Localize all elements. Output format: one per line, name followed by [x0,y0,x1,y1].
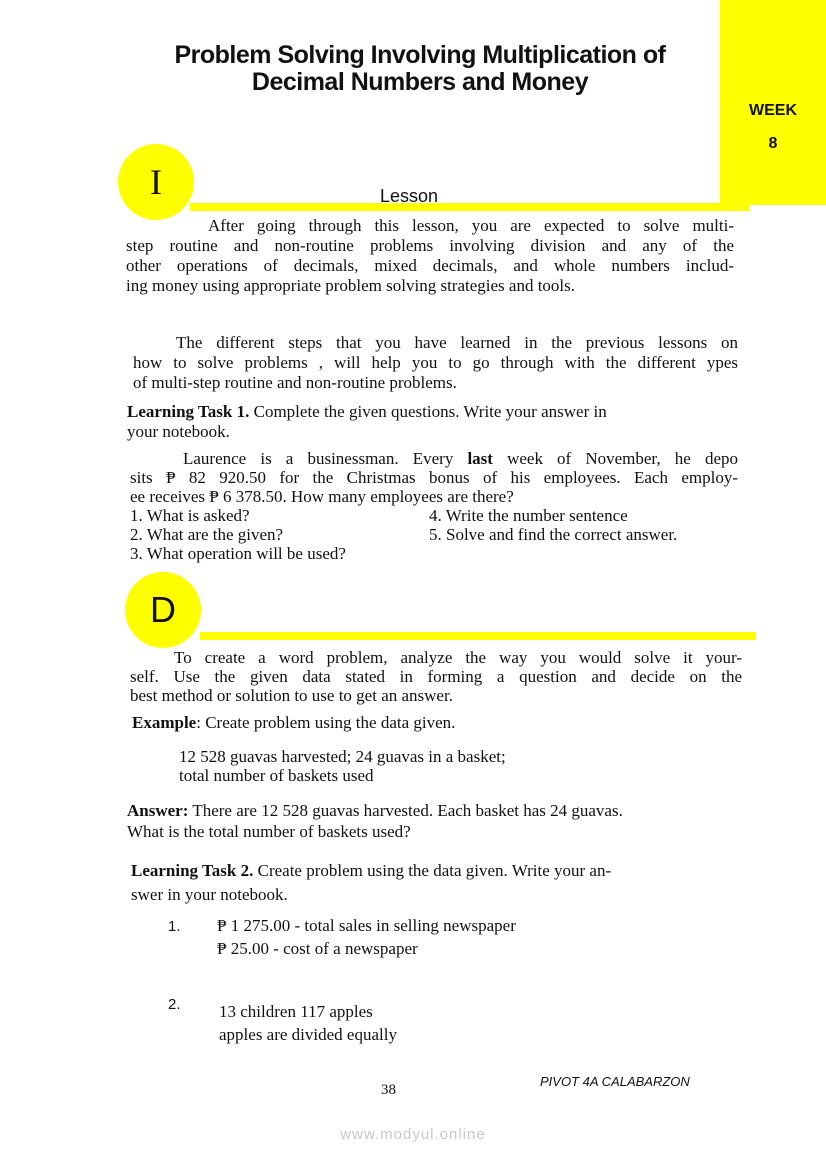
problem-bold: last [467,449,493,468]
item-number: 2. [168,996,181,1013]
example-data: 12 528 guavas harvested; 24 guavas in a basket; [179,747,506,766]
watermark: www.modyul.online [340,1126,486,1143]
question-item: 3. What operation will be used? [130,544,346,563]
intro-line: ing money using appropriate problem solving strategies and tools. [126,276,576,295]
question-item: 5. Solve and find the correct answer. [429,525,678,544]
answer-label: Answer: [127,801,189,820]
example-text: : Create problem using the data given. [196,713,456,732]
section-d-divider [200,632,756,640]
d-para-line: best method or solution to use to get an answer. [130,686,453,705]
task1-instruction [127,402,607,422]
steps-line: The different steps that you have learned in the previous lessons on [176,333,738,352]
intro-line: step routine and non-routine problems involving division and any of the [126,236,734,255]
steps-line: of multi-step routine and non-routine problems. [133,373,457,392]
title-line: Decimal Numbers and Money [251,68,589,96]
item-line: 13 children 117 apples [219,1002,373,1021]
week-tab [720,0,826,205]
task2-label: Learning Task 2. [131,861,254,880]
section-i-divider [190,203,750,211]
item-number: 1. [168,918,181,935]
example-label: Example [132,713,197,732]
example-line [132,713,455,733]
title-line: Problem Solving Involving Multiplication of [174,41,666,69]
item-line: ₱ 1 275.00 - total sales in selling newspaper [217,916,516,935]
task1-instruction-2: your notebook. [127,422,230,441]
intro-line: other operations of decimals, mixed decimals, and whole numbers includ- [126,256,734,275]
problem-text: week of November, he depo [492,449,738,468]
task2-instruction-2: swer in your notebook. [131,885,288,904]
intro-line: After going through this lesson, you are expected to solve multi- [208,216,734,235]
page-title [100,42,740,96]
question-item: 2. What are the given? [130,525,284,544]
problem-line [183,449,738,469]
task1-label: Learning Task 1. [127,402,250,421]
task2-text: Create problem using the data given. Write your an- [253,861,612,880]
d-para-line: self. Use the given data stated in forming a question and decide on the [130,667,742,686]
task2-instruction [131,861,611,881]
section-i-badge: I [118,144,194,220]
item-line: ₱ 25.00 - cost of a newspaper [217,939,418,958]
lesson-heading: Lesson [380,186,439,206]
section-d-badge: D [125,572,201,648]
problem-line: sits ₱ 82 920.50 for the Christmas bonus of his employees. Each employ- [130,468,738,487]
d-para-line: To create a word problem, analyze the way you would solve it your- [174,648,742,667]
answer-text: There are 12 528 guavas harvested. Each basket has 24 guavas. [188,801,623,820]
problem-text: Laurence is a businessman. Every [183,449,468,468]
question-item: 4. Write the number sentence [429,506,628,525]
task1-text: Complete the given questions. Write your answer in [249,402,607,421]
footer-source: PIVOT 4A CALABARZON [540,1074,690,1089]
answer-line-2: What is the total number of baskets used? [127,822,411,841]
item-line: apples are divided equally [219,1025,397,1044]
steps-line: how to solve problems , will help you to go through with the different ypes [133,353,738,372]
example-data: total number of baskets used [179,766,374,785]
answer-line [127,801,623,821]
question-item: 1. What is asked? [130,506,250,525]
week-label: WEEK [749,102,797,119]
page-number: 38 [381,1082,396,1098]
problem-line: ee receives ₱ 6 378.50. How many employees are there? [130,487,514,506]
week-number: 8 [768,135,778,152]
